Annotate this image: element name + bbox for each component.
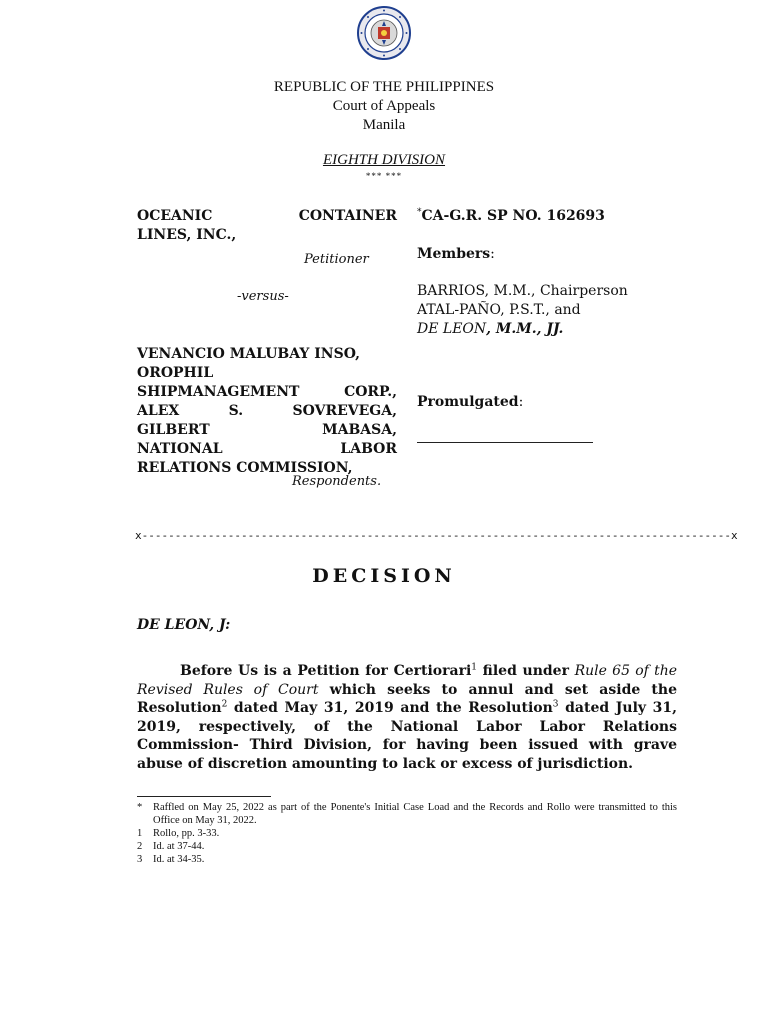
ponente: DE LEON, J:: [137, 617, 231, 633]
division-heading: [0, 152, 768, 169]
respondents-role: Respondents.: [292, 474, 382, 489]
members-label: Members:: [417, 246, 495, 262]
footnote-rule: [137, 796, 271, 797]
promulgation-signature-line: [417, 442, 593, 443]
member-chairperson: BARRIOS, M.M., Chairperson: [417, 283, 628, 299]
petitioner-name: OCEANIC CONTAINER LINES, INC.,: [137, 208, 397, 243]
footnote-ref-3: 3: [552, 699, 559, 710]
decision-body-paragraph: Before Us is a Petition for Certiorari$^1$ filed under Rule 65 of the Revised Rules of Court which seeks to annul and set aside the Resolution$^2$ dated May 31, 2019 and the Resolution$^3$ dated July 31, 2019, respectively, of the National Labor Labor Relations Commission- Third Division, for having been issued with grave abuse of discretion amounting to lack or excess of jurisdiction.: [137, 662, 678, 772]
promulgated-label: Promulgated:: [417, 394, 524, 410]
members-list: [417, 282, 628, 339]
versus-label: -versus-: [237, 289, 289, 304]
footnote-item: 3 Id. at 34-35.: [137, 854, 205, 865]
stars-separator: *** ***: [365, 171, 403, 181]
court-of-appeals-seal-icon: [357, 6, 411, 60]
decision-title: DECISION: [312, 565, 456, 587]
footnote-ref-1: 1: [471, 662, 478, 673]
court-name: Court of Appeals: [332, 98, 436, 114]
respondents-names: VENANCIO MALUBAY INSO, OROPHIL SHIPMANAGEMENT CORP., ALEX S. SOVREVEGA, GILBERT MABASA, NATIONAL LABOR RELATIONS COMMISSION,: [137, 346, 397, 476]
footnote-item: 2 Id. at 37-44.: [137, 841, 205, 852]
division-name: EIGHTH DIVISION: [322, 152, 446, 168]
case-number-footnote-mark: *: [417, 207, 422, 218]
caption-divider: x-----------------------------------------------------------------------------------------x: [135, 529, 738, 542]
footnote-item: * Raffled on May 25, 2022 as part of the Ponente's Initial Case Load and the Records and Rollo were transmitted to this Office on May 31, 2022.: [137, 802, 677, 826]
petitioner-role: Petitioner: [304, 252, 369, 267]
court-location: Manila: [362, 117, 406, 133]
court-header: [0, 78, 768, 135]
footnote-item: 1 Rollo, pp. 3-33.: [137, 828, 220, 839]
footnotes: [137, 801, 677, 866]
footnote-ref-2: 2: [221, 699, 228, 710]
member-second: ATAL-PAÑO, P.S.T., and: [417, 302, 581, 318]
case-number: *CA-G.R. SP NO. 162693: [417, 207, 605, 224]
republic-line: REPUBLIC OF THE PHILIPPINES: [273, 79, 495, 95]
member-ponente: DE LEON, M.M., JJ.: [417, 321, 564, 337]
